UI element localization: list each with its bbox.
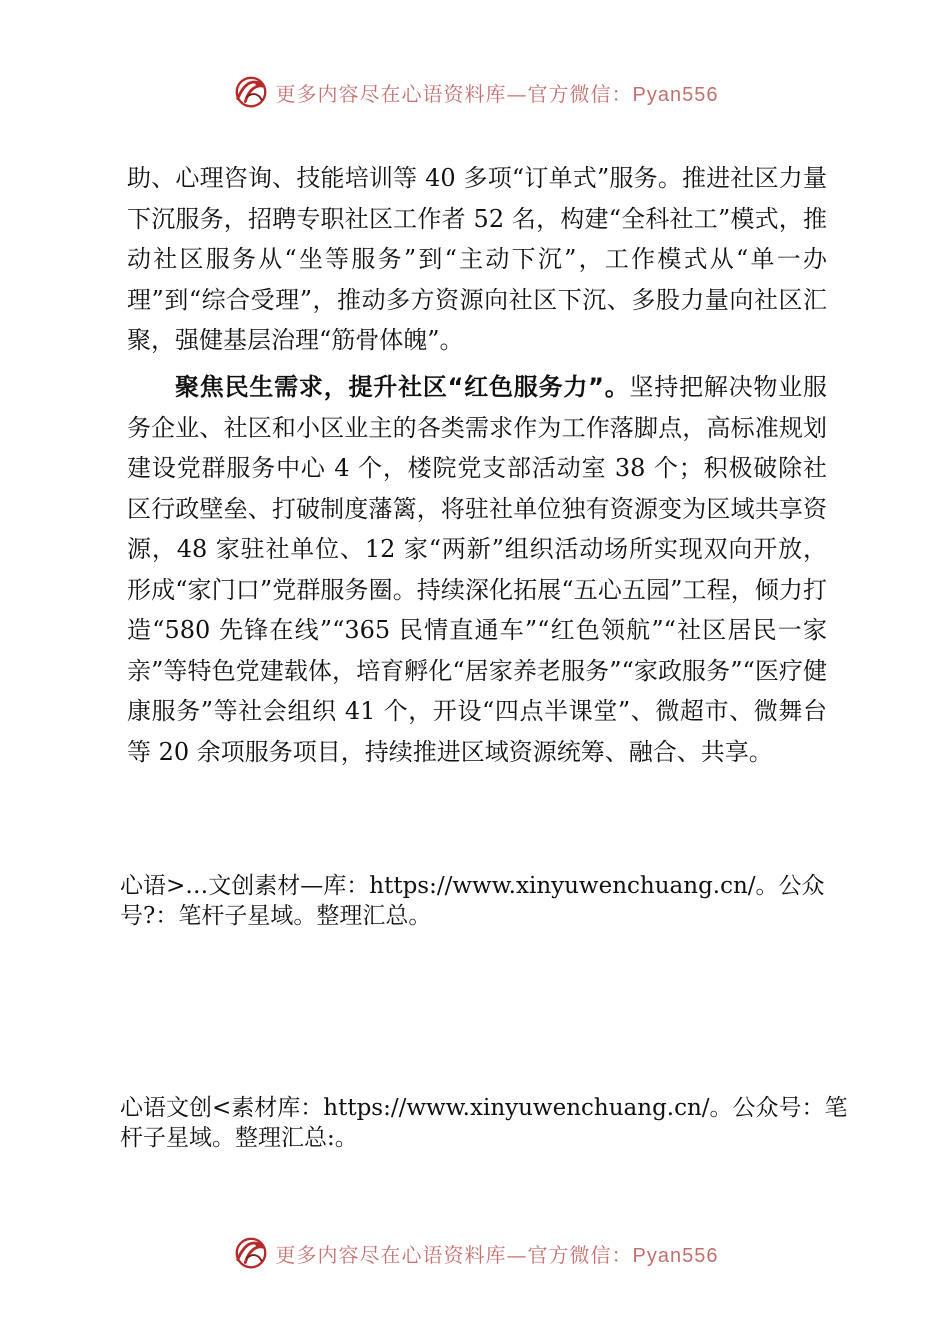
header-banner: [0, 70, 950, 114]
header-banner-text: 更多内容尽在心语资料库—官方微信：Pyan556: [275, 81, 719, 106]
paragraph-1: [127, 158, 827, 361]
source-note-2: 心语文创<素材库：https://www.xinyuwenchuang.cn/。公众号：笔杆子星域。整理汇总:。: [120, 1095, 848, 1151]
footer-banner-text: 更多内容尽在心语资料库—官方微信：Pyan556: [275, 1242, 719, 1267]
wechat-id: Pyan556: [632, 1244, 719, 1267]
signature-logo-icon: [232, 1234, 270, 1272]
footer-banner: [0, 1231, 950, 1275]
paragraph-2-heading: 聚焦民生需求，提升社区“红色服务力”。: [175, 373, 630, 401]
wechat-id: Pyan556: [632, 83, 719, 106]
signature-logo-icon: [232, 73, 270, 111]
paragraph-2: [127, 367, 827, 772]
paragraph-2-text: 坚持把解决物业服务企业、社区和小区业主的各类需求作为工作落脚点，高标准规划建设党群服务中心 4 个，楼院党支部活动室 38 个；积极破除社区行政壁垒、打破制度藩篱，将驻社单位独有资源变为区域共享资源，48 家驻社单位、12 家“两新”组织活动场所实现双向开放，形成“家门口”党群服务圈。持续深化拓展“五心五园”工程，倾力打造“580 先锋在线”“365 民情直通车”“红色领航”“社区居民一家亲”等特色党建载体，培育孵化“居家养老服务”“家政服务”“医疗健康服务”等社会组织 41 个，开设“四点半课堂”、微超市、微舞台等 20 余项服务项目，持续推进区域资源统筹、融合、共享。: [127, 373, 828, 766]
paragraph-1-text: 助、心理咨询、技能培训等 40 多项“订单式”服务。推进社区力量下沉服务，招聘专职社区工作者 52 名，构建“全科社工”模式，推动社区服务从“坐等服务”到“主动下沉”，工作模式从“单一办理”到“综合受理”，推动多方资源向社区下沉、多股力量向社区汇聚，强健基层治理“筋骨体魄”。: [127, 164, 827, 354]
source-note-1: 心语>…文创素材—库：https://www.xinyuwenchuang.cn/。公众号?：笔杆子星域。整理汇总。: [120, 873, 825, 929]
